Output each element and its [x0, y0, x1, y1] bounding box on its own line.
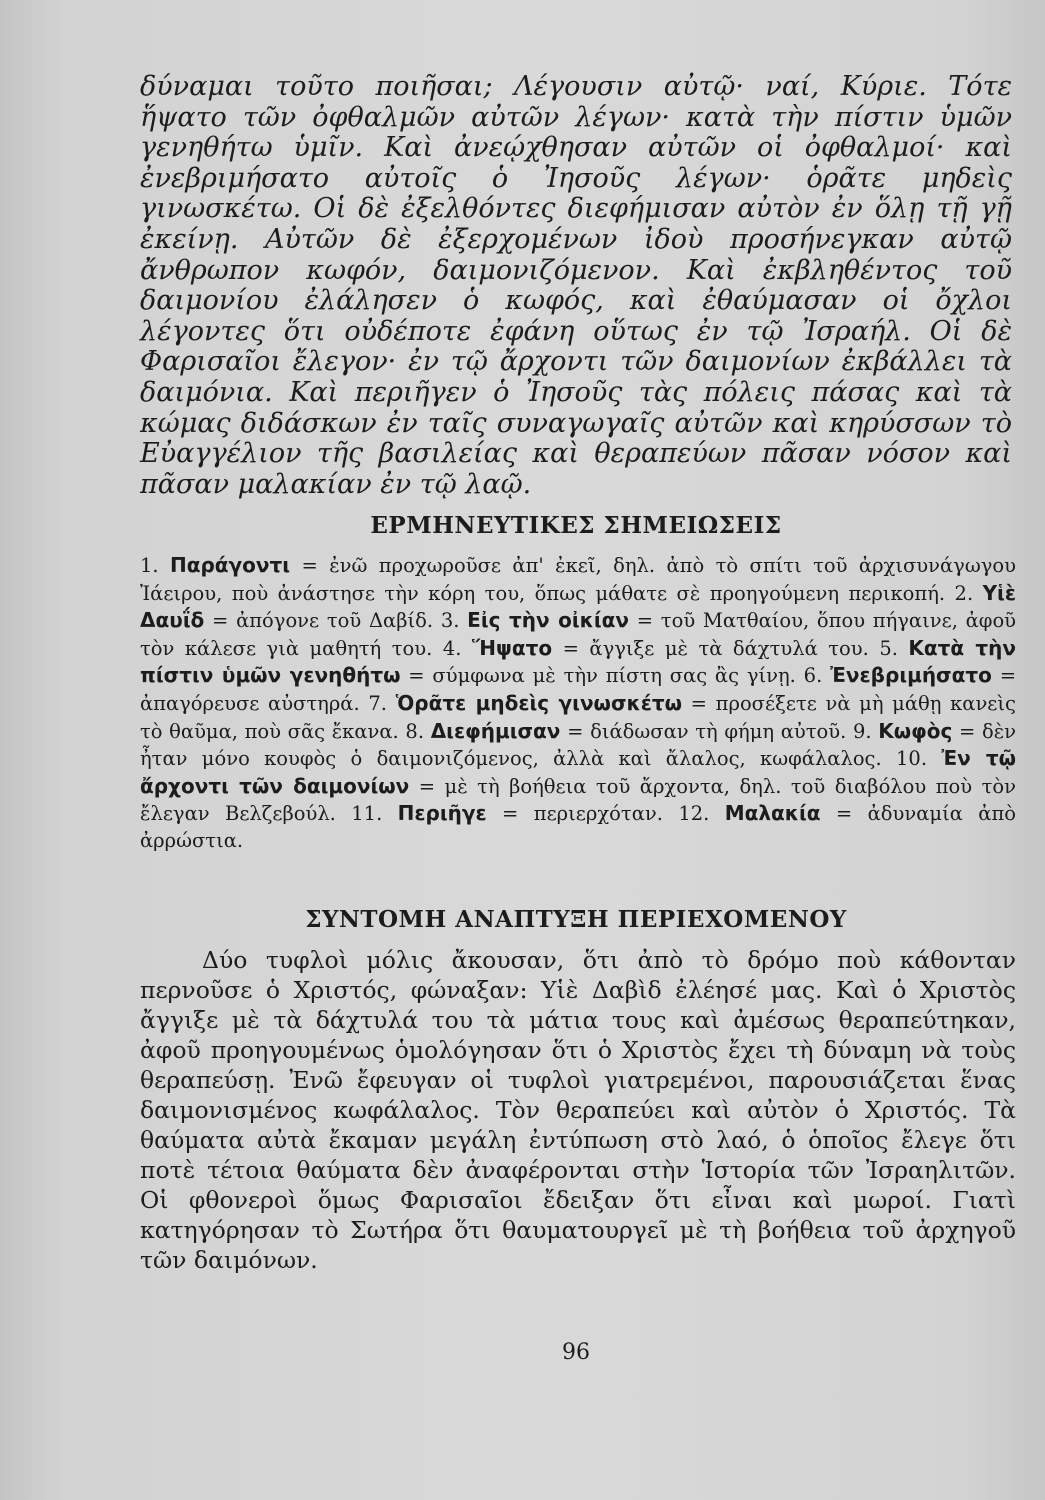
note-definition: = περιερχόταν. — [502, 802, 663, 826]
note-number: 2. — [954, 581, 974, 605]
note-term: Ἐν τῷ ἄρχοντι τῶν δαιμονίων — [140, 746, 1016, 798]
note-term: Εἰς τὴν οἰκίαν — [467, 608, 629, 633]
note-term: Ὁρᾶτε μηδεὶς γινωσκέτω — [395, 690, 683, 715]
note-definition: = ἀδυναμία ἀπὸ ἀρρώστια. — [140, 802, 1017, 852]
note-number: 1. — [140, 554, 159, 577]
scripture-passage: δύναμαι τοῦτο ποιῆσαι; Λέγουσιν αὐτῷ· ναί, Κύριε. Τότε ἥψατο τῶν ὀφθαλμῶν αὐτῶν λέγων· κατὰ τὴν πίστιν ὑμῶν γενηθήτω ὑμῖν. Καὶ ἀνεῴχθησαν αὐτῶν οἱ ὀφθαλμοί· καὶ ἐνεβριμήσατο αὐτοῖς ὁ Ἰησοῦς λέγων· ὁρᾶτε μηδεὶς γινωσκέτω. Οἱ δὲ ἐξελθόντες διεφήμισαν αὐτὸν ἐν ὅλῃ τῇ γῇ ἐκείνῃ. Αὐτῶν δὲ ἐξερχομένων ἰδοὺ προσήνεγκαν αὐτῷ ἄνθρωπον κωφόν, δαιμονιζόμενον. Καὶ ἐκβληθέντος τοῦ δαιμονίου ἐλάλησεν ὁ κωφός, καὶ ἐθαύμασαν οἱ ὄχλοι λέγοντες ὅτι οὐδέποτε ἐφάνη οὕτως ἐν τῷ Ἰσραήλ. Οἱ δὲ Φαρισαῖοι ἔλεγον· ἐν τῷ ἄρχοντι τῶν δαιμονίων ἐκβάλλει τὰ δαιμόνια. Καὶ περιῆγεν ὁ Ἰησοῦς τὰς πόλεις πάσας καὶ τὰ κώμας διδάσκων ἐν ταῖς συναγωγαῖς αὐτῶν καὶ κηρύσσων τὸ Εὐαγγέλιον τῆς βασιλείας καὶ θεραπεύων πᾶσαν νόσον καὶ πᾶσαν μαλακίαν ἐν τῷ λαῷ. — [140, 71, 1012, 500]
note-number: 7. — [368, 691, 387, 715]
note-number: 3. — [440, 609, 460, 633]
note-number: 8. — [405, 719, 425, 743]
note-number: 12. — [678, 802, 710, 826]
notes-paragraph — [140, 552, 1016, 855]
note-definition: = διάδωσαν τὴ φήμη αὐτοῦ. — [567, 719, 847, 743]
note-term: Κωφὸς — [878, 718, 953, 743]
note-number: 5. — [879, 636, 898, 660]
note-definition: = προσέξετε νὰ μὴ μάθῃ κανεὶς τὸ θαῦμα, ποὺ σᾶς ἔκανα. — [140, 691, 1016, 743]
note-definition: = δὲν ἦταν μόνο κουφὸς ὁ δαιμονιζόμενος, ἀλλὰ καὶ ἄλαλος, κωφάλαλος. — [140, 719, 1017, 771]
note-term: Μαλακία — [724, 801, 821, 826]
note-definition: = σύμφωνα μὲ τὴν πίστη σας ἂς γίνῃ. — [408, 664, 796, 688]
note-definition: = ἀπόγονε τοῦ Δαβίδ. — [212, 609, 434, 633]
note-term: Υἱὲ Δαυΐδ — [140, 580, 1016, 633]
note-number: 10. — [896, 747, 928, 771]
note-definition: = μὲ τὴ βοήθεια τοῦ ἄρχοντα, δηλ. τοῦ διαβόλου ποὺ τὸν ἔλεγαν Βελζεβούλ. — [140, 774, 1016, 826]
note-number: 11. — [351, 802, 383, 826]
note-definition: = τοῦ Ματθαίου, ὅπου πήγαινε, ἀφοῦ τὸν κάλεσε γιὰ μαθητή του. — [140, 609, 1017, 660]
summary-paragraph: Δύο τυφλοὶ μόλις ἄκουσαν, ὅτι ἀπὸ τὸ δρόμο ποὺ κάθονταν περνοῦσε ὁ Χριστός, φώναξαν: Υἱὲ Δαβὶδ ἐλέησέ μας. Καὶ ὁ Χριστὸς ἄγγιξε μὲ τὰ δάχτυλά του τὰ μάτια τους καὶ ἀμέσως θεραπεύτηκαν, ἀφοῦ προηγουμένως ὁμολόγησαν ὅτι ὁ Χριστὸς ἔχει τὴ δύναμη νὰ τοὺς θεραπεύσῃ. Ἐνῶ ἔφευγαν οἱ τυφλοὶ γιατρεμένοι, παρουσιάζεται ἕνας δαιμονισμένος κωφάλαλος. Τὸν θεραπεύει καὶ αὐτὸν ὁ Χριστός. Τὰ θαύματα αὐτὰ ἔκαμαν μεγάλη ἐντύπωση στὸ λαό, ὁ ὁποῖος ἔλεγε ὅτι ποτὲ τέτοια θαύματα δὲν ἀναφέρονται στὴν Ἱστορία τῶν Ἰσραηλιτῶν. Οἱ φθονεροὶ ὅμως Φαρισαῖοι ἔδειξαν ὅτι εἶναι καὶ μωροί. Γιατὶ κατηγόρησαν τὸ Σωτήρα ὅτι θαυματουργεῖ μὲ τὴ βοήθεια τοῦ ἀρχηγοῦ τῶν δαιμόνων. — [140, 946, 1016, 1274]
note-term: Περιῆγε — [397, 801, 487, 826]
note-definition: = ἀπαγόρευσε αὐστηρά. — [140, 664, 1017, 715]
summary-heading: ΣΥΝΤΟΜΗ ΑΝΑΠΤΥΞΗ ΠΕΡΙΕΧΟΜΕΝΟΥ — [305, 906, 847, 933]
note-number: 6. — [803, 664, 823, 688]
notes-heading: ΕΡΜΗΝΕΥΤΙΚΕΣ ΣΗΜΕΙΩΣΕΙΣ — [370, 512, 782, 539]
note-term: Ἥψατο — [471, 635, 553, 660]
note-definition: = ἐνῶ προχωροῦσε ἀπ' ἐκεῖ, δηλ. ἀπὸ τὸ σπίτι τοῦ ἀρχισυνάγωγου Ἰάειρου, ποὺ ἀνάστησε τὴν κόρη του, ὅπως μάθατε σὲ προηγούμενη περικοπή. — [140, 554, 1016, 605]
note-term: Κατὰ τὴν πίστιν ὑμῶν γενηθήτω — [140, 635, 1017, 688]
note-definition: = ἄγγιξε μὲ τὰ δάχτυλά του. — [562, 636, 869, 660]
note-number: 4. — [442, 636, 462, 660]
note-term: Διεφήμισαν — [430, 718, 561, 743]
page-number: 96 — [562, 1340, 590, 1365]
note-term: Παράγοντι — [170, 553, 291, 577]
note-term: Ἐνεβριμήσατο — [830, 663, 992, 688]
note-number: 9. — [852, 719, 872, 743]
